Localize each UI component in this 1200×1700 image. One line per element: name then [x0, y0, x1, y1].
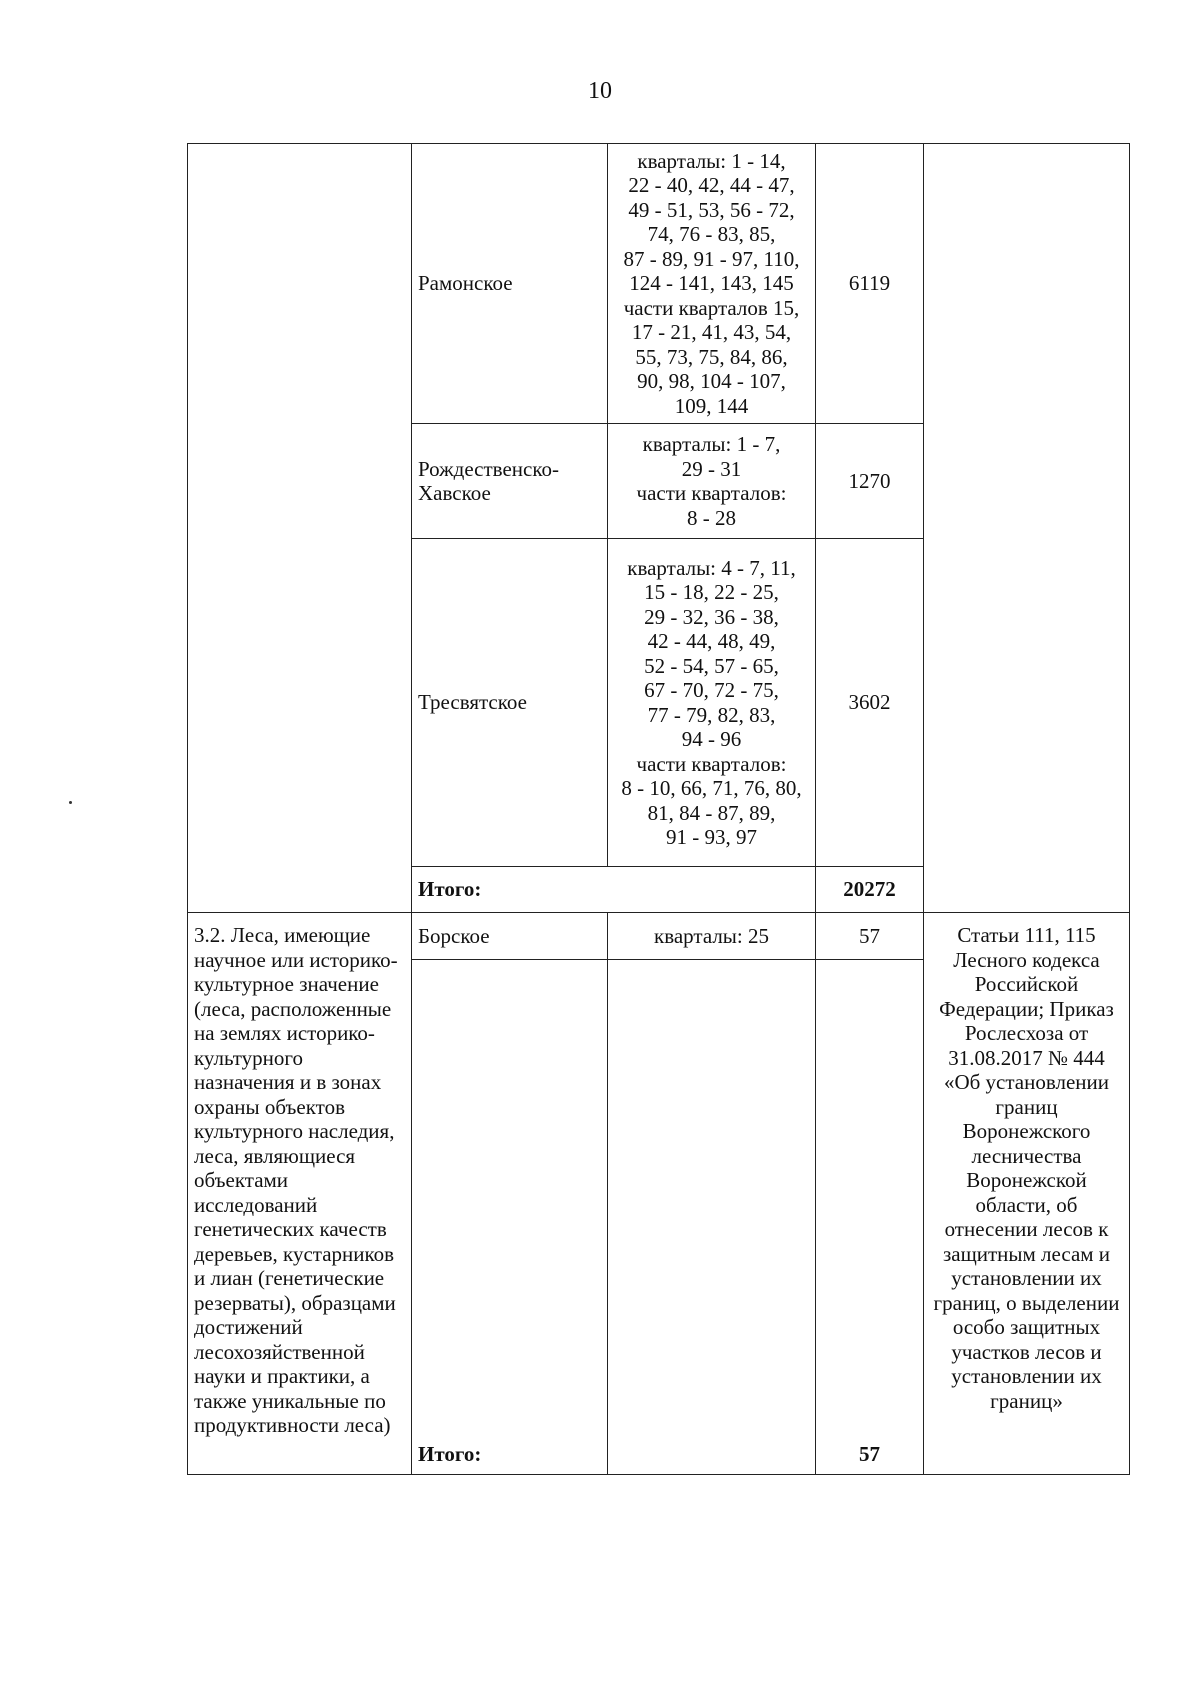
total-label: Итого:: [412, 867, 816, 913]
legal-basis: Статьи 111, 115 Лесного кодекса Российской Федерации; Приказ Рослесхоза от 31.08.2017 № 444 «Об установлении границ Воронежского лесничества Воронежской области, об отнесении лесов к защитным лесам и установлении их границ, о выделении особо защитных участков лесов и установлении их границ»: [924, 913, 1130, 1475]
area-value: 57: [816, 913, 924, 960]
category-3-2: 3.2. Леса, имеющие научное или историко-культурное значение (леса, расположенные на землях историко-культурного назначения и в зонах охраны объектов культурного наследия, леса, являющиеся объектами исследований генетических качеств деревьев, кустарников и лиан (генетические резерваты), образцами достижений лесохозяйственной науки и практики, а также уникальные по продуктивности леса): [188, 913, 412, 1475]
area-value: 6119: [816, 144, 924, 424]
legal-basis-cell-continued: [924, 144, 1130, 913]
forestry-name: Борское: [412, 913, 608, 960]
table-row: [188, 913, 1130, 960]
protective-forests-table: [187, 143, 1130, 1475]
quarters-list: кварталы: 1 - 14, 22 - 40, 42, 44 - 47, 49 - 51, 53, 56 - 72, 74, 76 - 83, 85, 87 - 89, 91 - 97, 110, 124 - 141, 143, 145 части кварталов 15, 17 - 21, 41, 43, 54, 55, 73, 75, 84, 86, 90, 98, 104 - 107, 109, 144: [608, 144, 816, 424]
table-row: [188, 144, 1130, 424]
total-label: Итого:: [412, 960, 608, 1475]
forestry-name: Рамонское: [412, 144, 608, 424]
quarters-list: кварталы: 1 - 7, 29 - 31 части кварталов: 8 - 28: [608, 424, 816, 539]
page-number: 10: [588, 78, 612, 104]
area-value: 1270: [816, 424, 924, 539]
total-value: 57: [816, 960, 924, 1475]
quarters-list: кварталы: 4 - 7, 11, 15 - 18, 22 - 25, 29 - 32, 36 - 38, 42 - 44, 48, 49, 52 - 54, 57 - 65, 67 - 70, 72 - 75, 77 - 79, 82, 83, 94 - 96 части кварталов: 8 - 10, 66, 71, 76, 80, 81, 84 - 87, 89, 91 - 93, 97: [608, 539, 816, 867]
forestry-name: Рождественско- Хавское: [412, 424, 608, 539]
quarters-list: кварталы: 25: [608, 913, 816, 960]
empty-cell: [608, 960, 816, 1475]
scan-speck: [69, 801, 72, 804]
forestry-name: Тресвятское: [412, 539, 608, 867]
total-value: 20272: [816, 867, 924, 913]
area-value: 3602: [816, 539, 924, 867]
category-cell-continued: [188, 144, 412, 913]
